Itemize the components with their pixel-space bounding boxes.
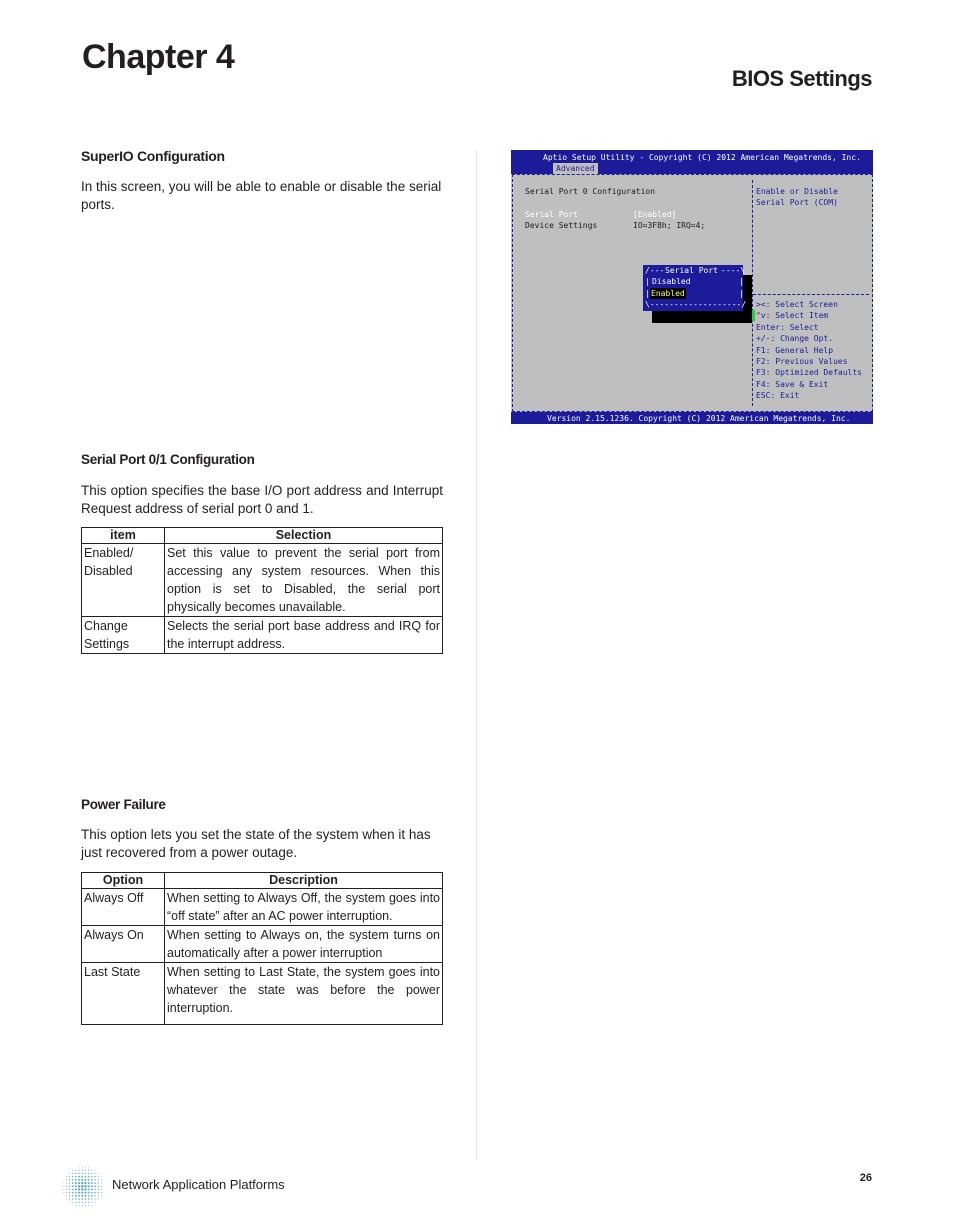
serial-port-heading: Serial Port 0/1 Configuration (81, 452, 255, 467)
bios-screenshot (511, 150, 873, 424)
table-cell-item: Enabled/ Disabled (82, 544, 165, 617)
table-cell-option: Last State (82, 963, 165, 1025)
table-cell-description: When setting to Last State, the system goes into whatever the state was before the power interruption. (165, 963, 443, 1025)
bios-cursor (752, 310, 755, 321)
table-row (82, 889, 443, 926)
bios-popup-border-right: ----\ (721, 266, 746, 275)
power-failure-body: This option lets you set the state of the system when it has just recovered from a power outage. (81, 827, 431, 860)
bios-popup-option-enabled[interactable]: Enabled (651, 289, 685, 298)
table-header-selection: Selection (165, 528, 443, 544)
globe-dots-icon (60, 1164, 106, 1210)
serial-port-body: This option specifies the base I/O port address and Interrupt Request address of serial port 0 and 1. (81, 483, 443, 516)
bios-tab-advanced[interactable]: Advanced (553, 163, 598, 174)
table-header-description: Description (165, 873, 443, 889)
bios-item-device-settings[interactable]: Device Settings (525, 221, 598, 230)
bios-popup-border: | (739, 277, 744, 286)
table-cell-selection: Set this value to prevent the serial port from accessing any system resources. When this option is set to Disabled, the serial port physically becomes unavailable. (165, 544, 443, 617)
superio-heading: SuperIO Configuration (81, 148, 225, 164)
power-failure-table (81, 872, 443, 1025)
bios-key-line: Enter: Select (756, 323, 819, 332)
bios-help-line: Enable or Disable (756, 187, 838, 196)
table-row (82, 617, 443, 654)
bios-help-line: Serial Port (COM) (756, 198, 838, 207)
bios-popup-border: | (739, 289, 744, 298)
bios-key-line: F3: Optimized Defaults (756, 368, 862, 377)
section-title: BIOS Settings (731, 66, 872, 91)
table-cell-option: Always On (82, 926, 165, 963)
bios-popup-border: | (645, 289, 650, 298)
bios-horizontal-separator (753, 294, 869, 295)
column-divider (476, 150, 477, 1160)
power-failure-heading: Power Failure (81, 797, 166, 812)
footer-company: Network Application Platforms (112, 1177, 285, 1192)
bios-item-serial-port[interactable]: Serial Port (525, 210, 578, 219)
serial-port-table (81, 527, 443, 654)
bios-key-line: ^v: Select Item (756, 311, 829, 320)
table-cell-description: When setting to Always on, the system turns on automatically after a power interruption (165, 926, 443, 963)
bios-popup-border: | (645, 277, 650, 286)
table-header-option: Option (82, 873, 165, 889)
bios-title: Aptio Setup Utility - Copyright (C) 2012 American Megatrends, Inc. (543, 153, 861, 162)
table-cell-option: Always Off (82, 889, 165, 926)
bios-popup-option-disabled[interactable]: Disabled (652, 277, 691, 286)
bios-key-line: ESC: Exit (756, 391, 800, 400)
bios-item-serial-port-value: [Enabled] (633, 210, 677, 219)
bios-section-title: Serial Port 0 Configuration (525, 187, 656, 196)
bios-key-line: F1: General Help (756, 346, 834, 355)
table-cell-description: When setting to Always Off, the system goes into “off state” after an AC power interruption. (165, 889, 443, 926)
chapter-title: Chapter 4 (82, 38, 235, 76)
bios-key-line: +/-: Change Opt. (756, 334, 834, 343)
bios-popup-border-bottom: \-------------------/ (645, 300, 747, 309)
bios-popup-border-left: /--- (645, 266, 665, 275)
bios-vertical-separator (752, 180, 753, 406)
table-cell-selection: Selects the serial port base address and IRQ for the interrupt address. (165, 617, 443, 654)
table-cell-item: Change Settings (82, 617, 165, 654)
table-row (82, 544, 443, 617)
table-row (82, 963, 443, 1025)
table-header-item: item (82, 528, 165, 544)
bios-item-device-settings-value: IO=3F8h; IRQ=4; (633, 221, 706, 230)
bios-key-line: F4: Save & Exit (756, 380, 829, 389)
bios-key-line: F2: Previous Values (756, 357, 848, 366)
bios-version: Version 2.15.1236. Copyright (C) 2012 American Megatrends, Inc. (547, 414, 851, 423)
bios-popup-title: Serial Port (665, 266, 718, 275)
table-row (82, 926, 443, 963)
page-number: 26 (859, 1172, 872, 1184)
superio-body: In this screen, you will be able to enable or disable the serial ports. (81, 179, 442, 212)
bios-key-line: ><: Select Screen (756, 300, 838, 309)
